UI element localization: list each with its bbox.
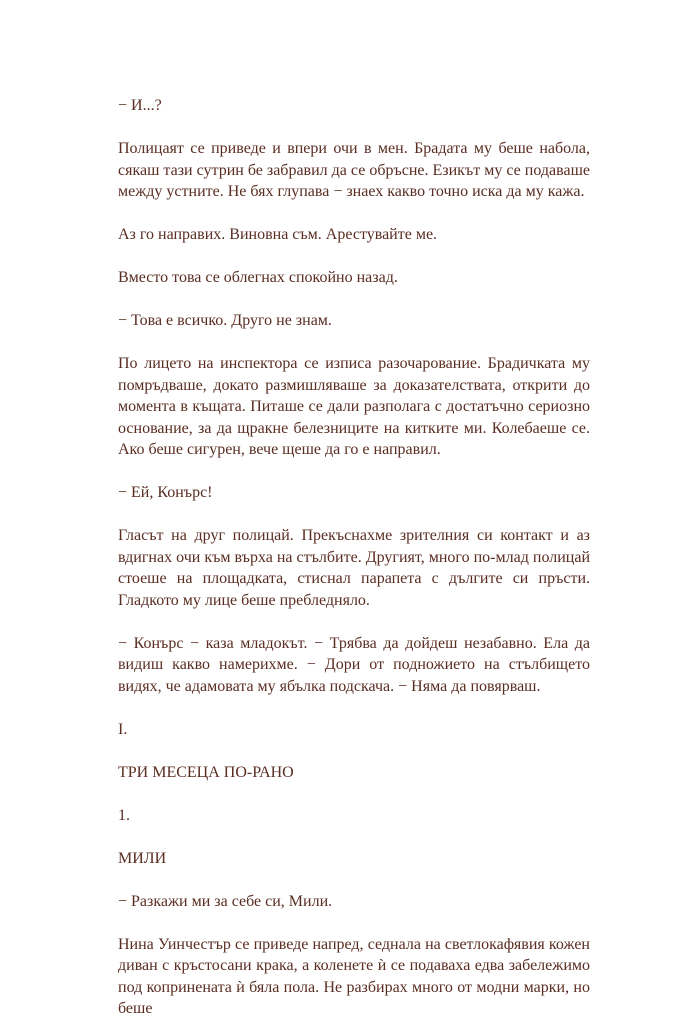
dialogue-line: − Разкажи ми за себе си, Мили.	[118, 892, 333, 910]
part-title: ТРИ МЕСЕЦА ПО-РАНО	[118, 763, 294, 781]
chapter-title: МИЛИ	[118, 849, 167, 867]
dialogue-line: − Конърс − каза младокът. − Трябва да дойдеш незабавно. Ела да видиш какво намерихме. − Дори от подножието на стълбището видях, че адамовата му ябълка подскача. − Няма да повярваш.	[118, 634, 590, 695]
dialogue-line: − И...?	[118, 97, 162, 114]
chapter-number: 1.	[118, 806, 130, 824]
paragraph: Нина Уинчестър се приведе напред, седнала на светлокафявия кожен диван с кръстосани крака, а коленете ѝ се подаваха едва забележимо под копринената ѝ бяла пола. Не разбирах много от модни марки, но беше	[118, 935, 590, 1017]
part-number: I.	[118, 720, 128, 738]
paragraph: По лицето на инспектора се изписа разочарование. Брадичката му помръдваше, докато размишляваше за доказателствата, открити до момента в къщата. Питаше се дали разполага с достатъчно сериозно основание, за да щракне белезниците на китките ми. Колебаеше се. Ако беше сигурен, вече щеше да го е направил.	[118, 355, 590, 458]
dialogue-line: − Ей, Конърс!	[118, 484, 213, 501]
paragraph: Полицаят се приведе и впери очи в мен. Брадата му беше набола, сякаш тази сутрин бе забравил да се обръсне. Езикът му се подаваше между устните. Не бях глупава − знаех какво точно иска да му кажа.	[118, 140, 590, 200]
paragraph: Аз го направих. Виновна съм. Арестувайте ме.	[118, 226, 438, 243]
dialogue-line: − Това е всичко. Друго не знам.	[118, 312, 332, 329]
paragraph: Гласът на друг полицай. Прекъснахме зрителния си контакт и аз вдигнах очи към върха на стълбите. Другият, много по-млад полицай стоеше на площадката, стиснал парапета с дългите си пръсти. Гладкото му лице беше пребледняло.	[118, 527, 590, 609]
paragraph: Вместо това се облегнах спокойно назад.	[118, 269, 398, 286]
